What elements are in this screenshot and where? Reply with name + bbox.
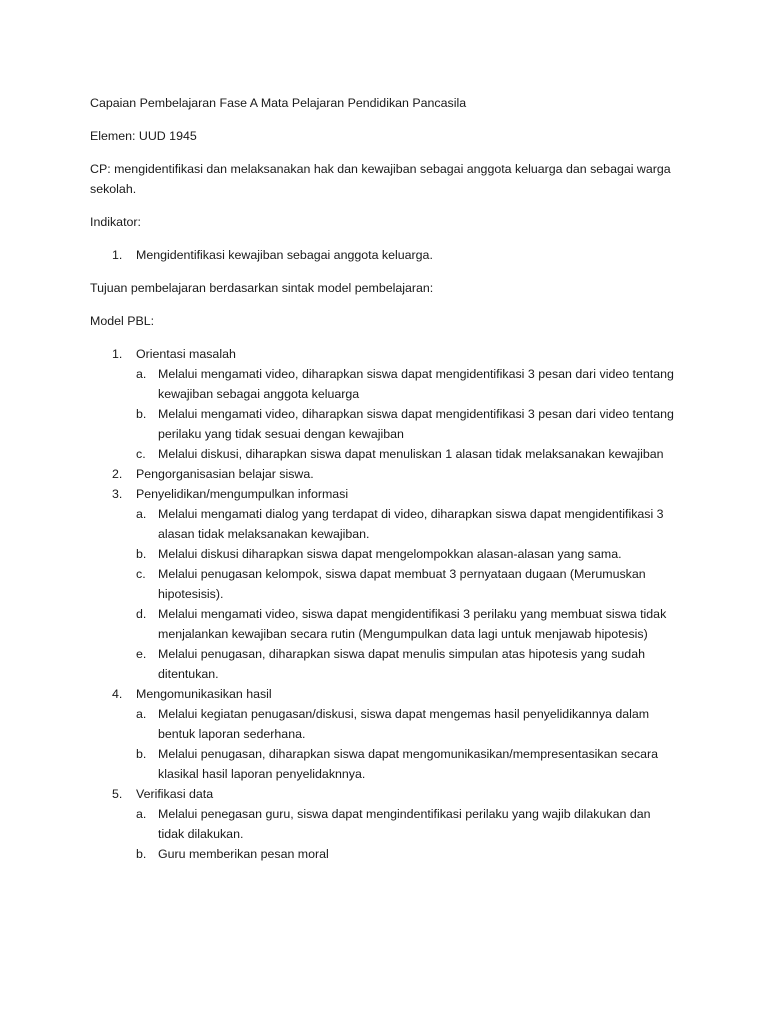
step-number: 5. <box>112 787 123 801</box>
substep-text: Melalui penugasan, diharapkan siswa dapat mengomunikasikan/mempresentasikan secara klasikal hasil laporan penyelidaknnya. <box>158 747 659 781</box>
substep-item <box>136 444 680 464</box>
substep-text: Melalui mengamati video, diharapkan siswa dapat mengidentifikasi 3 pesan dari video tentang perilaku yang tidak sesuai dengan kewajiban <box>158 407 674 441</box>
step-title: Verifikasi data <box>136 787 214 801</box>
substep-item <box>136 604 680 644</box>
substep-text: Melalui mengamati video, siswa dapat mengidentifikasi 3 perilaku yang membuat siswa tidak menjalankan kewajiban secara rutin (Mengumpulkan data lagi untuk menjawab hipotesis) <box>158 607 667 641</box>
step-item <box>90 484 680 684</box>
step-number: 4. <box>112 687 123 701</box>
indikator-text: Mengidentifikasi kewajiban sebagai anggota keluarga. <box>136 248 433 262</box>
substep-letter: a. <box>136 707 147 721</box>
step-title: Penyelidikan/mengumpulkan informasi <box>136 487 349 501</box>
substep-text: Melalui mengamati video, diharapkan siswa dapat mengidentifikasi 3 pesan dari video tentang kewajiban sebagai anggota keluarga <box>158 367 674 401</box>
substep-text: Melalui diskusi, diharapkan siswa dapat menuliskan 1 alasan tidak melaksanakan kewajiban <box>158 447 664 461</box>
steps-list <box>90 344 680 864</box>
substep-letter: e. <box>136 647 147 661</box>
step-number: 1. <box>112 347 123 361</box>
step-sublist <box>136 704 680 784</box>
indikator-list <box>90 245 680 265</box>
step-title: Orientasi masalah <box>136 347 236 361</box>
step-sublist <box>136 364 680 464</box>
step-title: Pengorganisasian belajar siswa. <box>136 467 314 481</box>
substep-letter: d. <box>136 607 147 621</box>
substep-letter: b. <box>136 407 147 421</box>
substep-text: Melalui diskusi diharapkan siswa dapat mengelompokkan alasan-alasan yang sama. <box>158 547 622 561</box>
document-title: Capaian Pembelajaran Fase A Mata Pelajaran Pendidikan Pancasila <box>90 96 467 110</box>
substep-text: Melalui penugasan kelompok, siswa dapat membuat 3 pernyataan dugaan (Merumuskan hipotesisis). <box>158 567 646 601</box>
substep-letter: a. <box>136 507 147 521</box>
substep-text: Guru memberikan pesan moral <box>158 847 329 861</box>
substep-text: Melalui mengamati dialog yang terdapat di video, diharapkan siswa dapat mengidentifikasi 3 alasan tidak melaksanakan kewajiban. <box>158 507 664 541</box>
substep-item <box>136 544 680 564</box>
step-number: 2. <box>112 467 123 481</box>
tujuan-paragraph: Tujuan pembelajaran berdasarkan sintak model pembelajaran: <box>90 281 434 295</box>
substep-item <box>136 704 680 744</box>
step-item <box>90 344 680 464</box>
substep-letter: b. <box>136 847 147 861</box>
substep-letter: b. <box>136 747 147 761</box>
elemen-line: Elemen: UUD 1945 <box>90 129 197 143</box>
indikator-item <box>90 245 680 265</box>
substep-item <box>136 364 680 404</box>
substep-item <box>136 804 680 844</box>
step-item <box>90 784 680 864</box>
substep-item <box>136 844 680 864</box>
step-item <box>90 464 680 484</box>
step-sublist <box>136 504 680 684</box>
substep-text: Melalui penugasan, diharapkan siswa dapat menulis simpulan atas hipotesis yang sudah ditentukan. <box>158 647 645 681</box>
indikator-number: 1. <box>112 248 123 262</box>
substep-letter: a. <box>136 807 147 821</box>
substep-text: Melalui kegiatan penugasan/diskusi, siswa dapat mengemas hasil penyelidikannya dalam bentuk laporan sederhana. <box>158 707 650 741</box>
substep-letter: a. <box>136 367 147 381</box>
substep-letter: c. <box>136 447 146 461</box>
substep-item <box>136 744 680 784</box>
model-heading: Model PBL: <box>90 314 155 328</box>
substep-text: Melalui penegasan guru, siswa dapat mengindentifikasi perilaku yang wajib dilakukan dan tidak dilakukan. <box>158 807 651 841</box>
step-number: 3. <box>112 487 123 501</box>
substep-item <box>136 404 680 444</box>
substep-letter: b. <box>136 547 147 561</box>
step-sublist <box>136 804 680 864</box>
step-item <box>90 684 680 784</box>
substep-item <box>136 504 680 544</box>
cp-paragraph: CP: mengidentifikasi dan melaksanakan hak dan kewajiban sebagai anggota keluarga dan sebagai warga sekolah. <box>90 162 671 196</box>
step-title: Mengomunikasikan hasil <box>136 687 272 701</box>
substep-letter: c. <box>136 567 146 581</box>
indikator-heading: Indikator: <box>90 215 141 229</box>
document-page <box>90 93 680 877</box>
substep-item <box>136 644 680 684</box>
substep-item <box>136 564 680 604</box>
